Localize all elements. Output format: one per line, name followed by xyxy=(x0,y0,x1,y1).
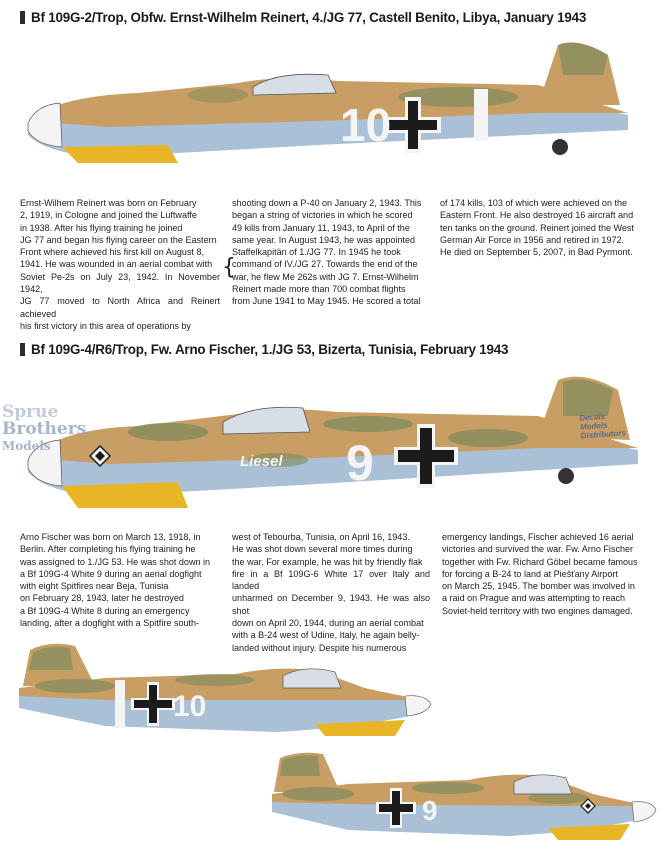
aircraft-code: 9 xyxy=(346,435,374,491)
yellow-underside xyxy=(62,145,178,163)
watermark-logo: Sprue Brothers Models xyxy=(2,402,87,453)
side-view-1-aircraft xyxy=(15,638,435,746)
nose-name: Liesel xyxy=(240,453,283,470)
profile-1-bio-col-2: shooting down a P-40 on January 2, 1943. This began a string of victories in which he scored 49 kills from January 11, 1943, to April of the same year. In August 1943, he was appointed Staffelkapitän of 1./JG 77. In 1945 he took command of IV./JG 27. Towards the end of the war, he flew Me 262s with JG 7. Ernst-Wilhelm Reinert made more than 700 combat flights from June 1941 to May 1945. He scored a total xyxy=(232,198,422,307)
canopy xyxy=(253,74,336,95)
profile-2-title-text: Bf 109G-4/R6/Trop, Fw. Arno Fischer, 1./JG 53, Bizerta, Tunisia, February 1943 xyxy=(31,342,509,357)
profile-1-aircraft xyxy=(18,35,650,165)
profile-2-bio-col-1: Arno Fischer was born on March 13, 1918, in Berlin. After completing his flying training he was assigned to 1./JG 53. He was shot down in a Bf 109G-4 White 9 during an aerial dogfight with eight Spitfires near Beja, Tunisia on February 28, 1943, later he destroyed a Bf 109G-4 White 8 during an emergency landing, after a dogfight with a Spitfire south- xyxy=(20,532,211,629)
profile-1-title xyxy=(20,10,586,25)
profile-2-aircraft xyxy=(18,368,650,518)
aircraft-code: 10 xyxy=(340,99,392,151)
spinner xyxy=(632,802,656,822)
profile-2-bio-col-3: emergency landings, Fischer achieved 16 aerial victories and survived the war. Fw. Arno Fischer together with Fw. Richard Göbel became famous for forcing a B-24 to land at Piešťany Airport on March 25, 1945. The bomber was involved in a raid on Prague and was attempting to reach Soviet-held territory with two engines damaged. xyxy=(442,532,638,616)
spinner xyxy=(28,103,62,147)
profile-1-bio-col-1: Ernst-Wilhem Reinert was born on February 2, 1919, in Cologne and joined the Luftwaffe in 1938. After his flying training he joined JG 77 and began his flying career on the Eastern Front where achieved his first kill on August 8, 1941. He was wounded in an aerial combat with Soviet Pe-2s on July 23, 1942. In November 1942, JG 77 moved to North Africa and Reinert achieved his first victory in this area of operations by xyxy=(20,198,220,331)
brace-icon: { xyxy=(222,255,236,280)
aircraft-code: 9 xyxy=(422,795,438,826)
distributor-stamp: Decals Models Distributors xyxy=(579,411,627,441)
tailwheel-icon xyxy=(552,139,568,155)
profile-2-title xyxy=(20,342,508,357)
profile-2-bio-col-2: west of Tebourba, Tunisia, on April 16, 1943. He was shot down several more times during the war. For example, he was hit by friendly flak fire in a Bf 109G-6 White 17 over Italy and landed unharmed on December 9, 1943. He was also shot down on April 20, 1944, during an aerial combat with a B-24 west of Udine, Italy, he again belly- landed without injury. Despite his numerous xyxy=(232,532,430,653)
canopy xyxy=(223,407,310,434)
spinner xyxy=(405,696,431,716)
title-bar-icon xyxy=(20,343,25,356)
side-view-2-aircraft xyxy=(268,748,658,848)
profile-1-bio-col-3: of 174 kills, 103 of which were achieved on the Eastern Front. He also destroyed 16 aircraft and ten tanks on the ground. Reinert joined the West German Air Force in 1956 and retired in 1972. He died on September 5, 2007, in Bad Pyrmont. xyxy=(440,198,634,258)
tailwheel-icon xyxy=(558,468,574,484)
fuselage-band xyxy=(474,89,488,141)
fuselage-band xyxy=(115,680,125,728)
yellow-underside xyxy=(62,482,188,508)
profile-1-title-text: Bf 109G-2/Trop, Obfw. Ernst-Wilhelm Reinert, 4./JG 77, Castell Benito, Libya, January 1943 xyxy=(31,10,587,25)
title-bar-icon xyxy=(20,11,25,24)
aircraft-code: 10 xyxy=(173,690,207,723)
